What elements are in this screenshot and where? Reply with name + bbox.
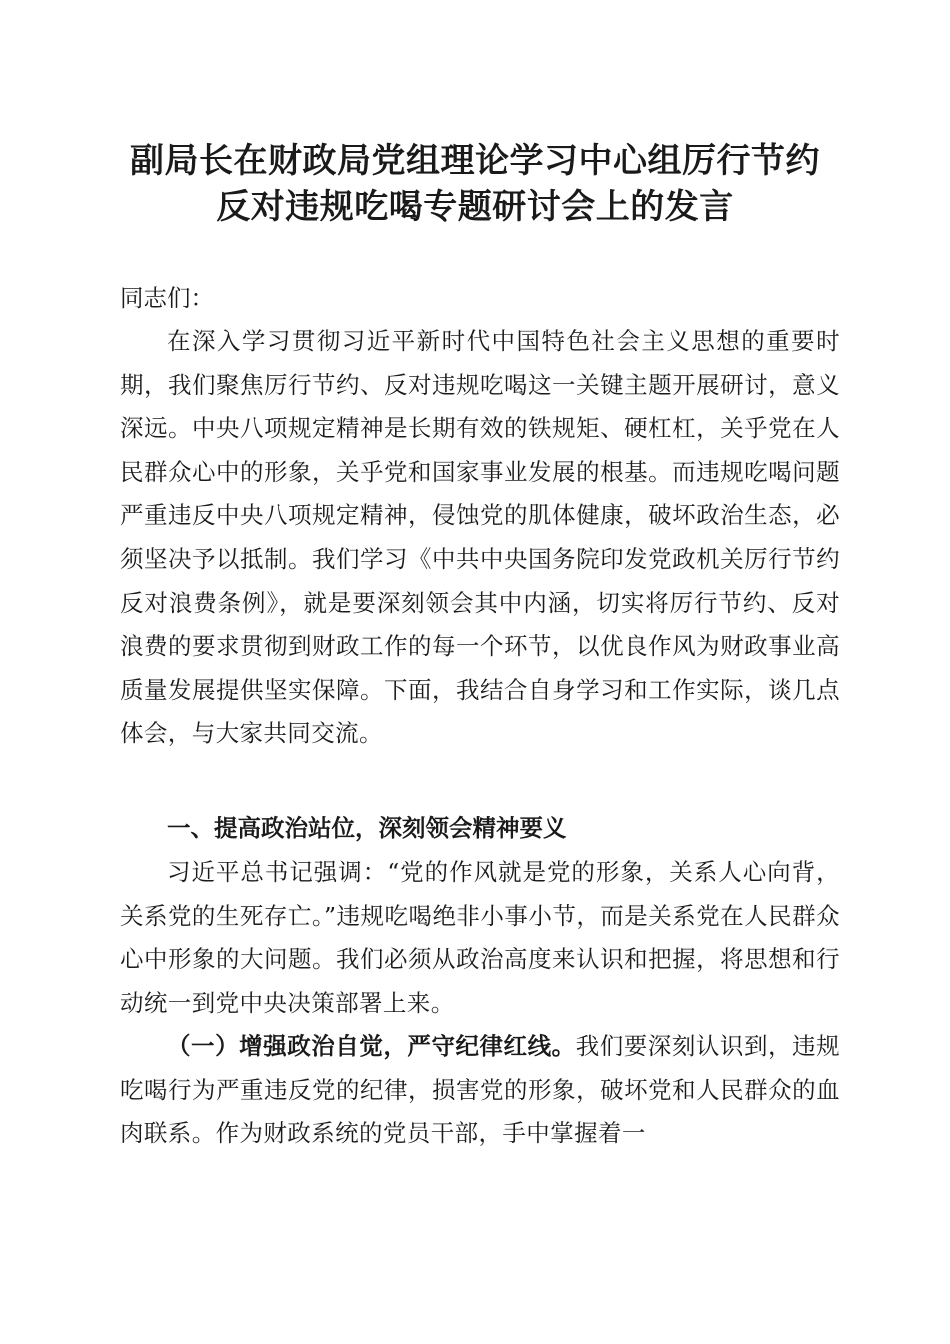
salutation: 同志们： <box>120 284 214 312</box>
subsection-1-text: 我们要深刻认识到，违规吃喝行为严重违反党的纪律，损害党的形象，破坏党和人民群众的血肉联系。作为财政系统的党员干部，手中掌握着一 <box>120 1032 840 1148</box>
document-title-line-2: 反对违规吃喝专题研讨会上的发言 <box>216 187 734 227</box>
subsection-1-heading: （一）增强政治自觉，严守纪律红线。 <box>167 1032 576 1060</box>
document-title-line-1: 副局长在财政局党组理论学习中心组厉行节约 <box>130 141 820 181</box>
paragraph-intro: 在深入学习贯彻习近平新时代中国特色社会主义思想的重要时期，我们聚焦厉行节约、反对违规吃喝这一关键主题开展研讨，意义深远。中央八项规定精神是长期有效的铁规矩、硬杠杠，关乎党在人民群众心中的形象，关乎党和国家事业发展的根基。而违规吃喝问题严重违反中央八项规定精神，侵蚀党的肌体健康，破坏政治生态，必须坚决予以抵制。我们学习《中共中央国务院印发党政机关厉行节约反对浪费条例》，就是要深刻领会其中内涵，切实将厉行节约、反对浪费的要求贯彻到财政工作的每一个环节，以优良作风为财政事业高质量发展提供坚实保障。下面，我结合自身学习和工作实际，谈几点体会，与大家共同交流。 <box>120 327 840 748</box>
section-heading-1: 一、提高政治站位，深刻领会精神要义 <box>167 814 567 842</box>
paragraph-section-1: 习近平总书记强调：“党的作风就是党的形象，关系人心向背，关系党的生死存亡。”违规吃喝绝非小事小节，而是关系党在人民群众心中形象的大问题。我们必须从政治高度来认识和把握，将思想和行动统一到党中央决策部署上来。 <box>120 858 840 1017</box>
paragraph-subsection-1 <box>120 1025 840 1156</box>
